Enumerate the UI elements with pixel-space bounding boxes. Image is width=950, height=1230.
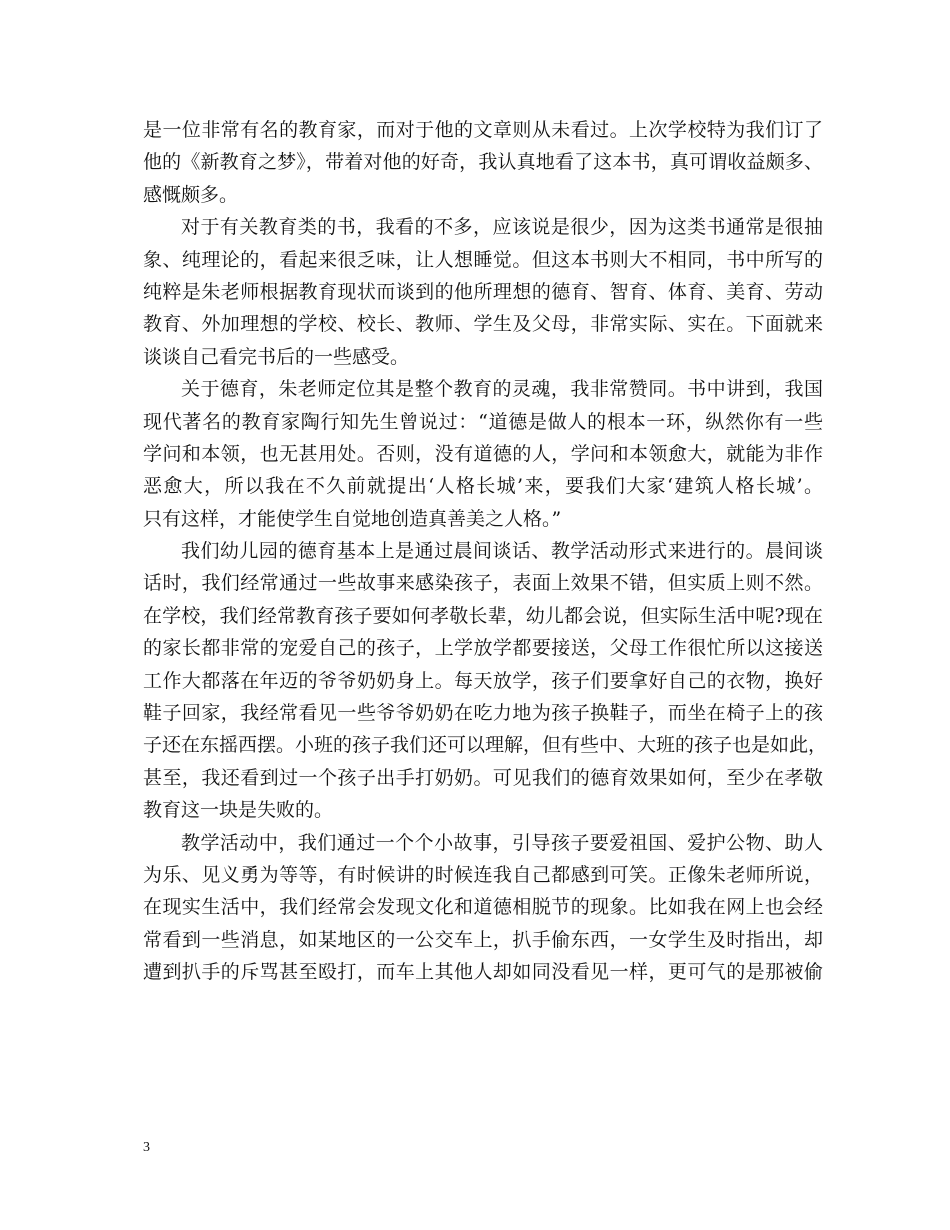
text-line: 象、纯理论的，看起来很乏味，让人想睡觉。但这本书则大不相同，书中所写的 [143,248,823,271]
text-line: 他的《新教育之梦》，带着对他的好奇，我认真地看了这本书，真可谓收益颇多、 [143,151,823,174]
text-line: 恶愈大，所以我在不久前就提出‘人格长城’来，要我们大家‘建筑人格长城’。 [143,475,823,498]
text-line: 在现实生活中，我们经常会发现文化和道德相脱节的现象。比如我在网上也会经 [143,896,823,919]
text-line: 教学活动中，我们通过一个个小故事，引导孩子要爱祖国、爱护公物、助人 [181,831,823,854]
text-line: 遭到扒手的斥骂甚至殴打，而车上其他人却如同没看见一样，更可气的是那被偷 [143,961,823,984]
text-line: 纯粹是朱老师根据教育现状而谈到的他所理想的德育、智育、体育、美育、劳动 [143,280,823,303]
text-line: 教育这一块是失败的。 [143,799,334,822]
text-line: 鞋子回家，我经常看见一些爷爷奶奶在吃力地为孩子换鞋子，而坐在椅子上的孩 [143,702,823,725]
text-line: 感慨颇多。 [143,183,239,206]
text-line: 为乐、见义勇为等等，有时候讲的时候连我自己都感到可笑。正像朱老师所说， [143,863,823,886]
text-line: 我们幼儿园的德育基本上是通过晨间谈话、教学活动形式来进行的。晨间谈 [181,540,823,563]
body-text [143,114,828,989]
text-line: 关于德育，朱老师定位其是整个教育的灵魂，我非常赞同。书中讲到，我国 [181,378,823,401]
text-line: 谈谈自己看完书后的一些感受。 [143,345,410,368]
text-line: 对于有关教育类的书，我看的不多，应该说是很少，因为这类书通常是很抽 [181,216,823,239]
text-line: 的家长都非常的宠爱自己的孩子，上学放学都要接送，父母工作很忙所以这接送 [143,637,823,660]
page-number: 3 [143,1140,150,1155]
text-line: 教育、外加理想的学校、校长、教师、学生及父母，非常实际、实在。下面就来 [143,313,823,336]
text-line: 学问和本领，也无甚用处。否则，没有道德的人，学问和本领愈大，就能为非作 [143,442,823,465]
text-line: 子还在东摇西摆。小班的孩子我们还可以理解，但有些中、大班的孩子也是如此， [143,734,828,757]
text-line: 甚至，我还看到过一个孩子出手打奶奶。可见我们的德育效果如何，至少在孝敬 [143,766,823,789]
text-line: 常看到一些消息，如某地区的一公交车上，扒手偷东西，一女学生及时指出，却 [143,928,823,951]
text-line: 现代著名的教育家陶行知先生曾说过：“道德是做人的根本一环，纵然你有一些 [143,410,823,433]
text-line: 是一位非常有名的教育家，而对于他的文章则从未看过。上次学校特为我们订了 [143,119,823,141]
text-line: 只有这样，才能使学生自觉地创造真善美之人格。” [143,507,562,530]
text-line: 工作大都落在年迈的爷爷奶奶身上。每天放学，孩子们要拿好自己的衣物，换好 [143,669,823,692]
text-line: 在学校，我们经常教育孩子要如何孝敬长辈，幼儿都会说，但实际生活中呢?现在 [143,604,823,627]
text-line: 话时，我们经常通过一些故事来感染孩子，表面上效果不错，但实质上则不然。 [143,572,823,595]
